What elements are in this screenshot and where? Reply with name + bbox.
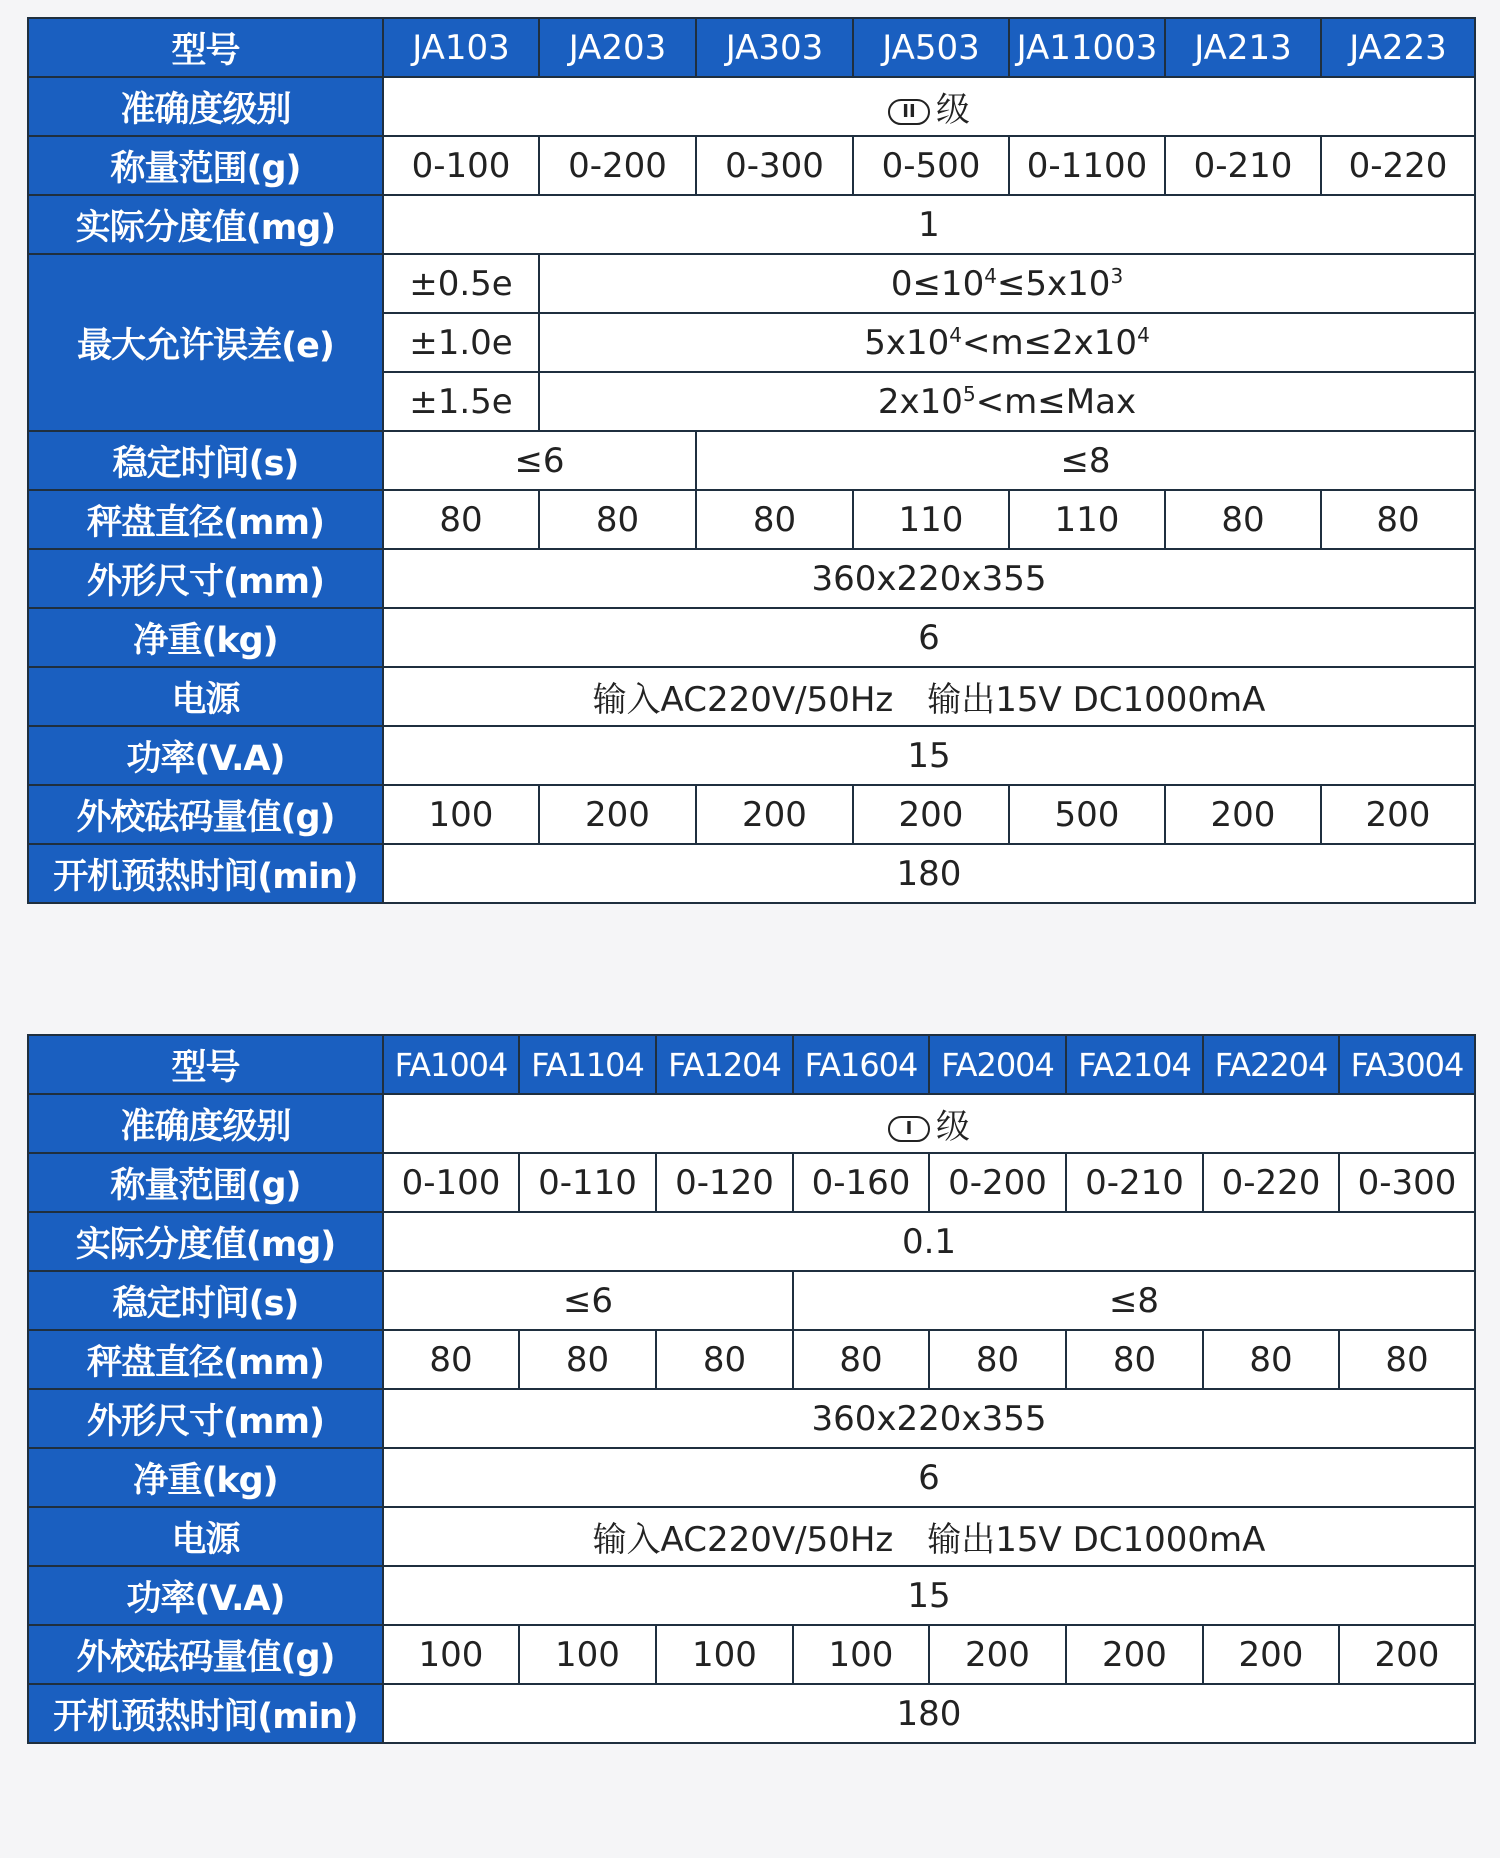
ja-range-cell: 0-200: [539, 136, 696, 195]
ja-model-cell: JA203: [539, 18, 696, 77]
cond-part: 5x10: [864, 322, 950, 363]
ja-model-cell: JA213: [1165, 18, 1321, 77]
ja-cal-cell: 200: [696, 785, 853, 844]
fa-range-cell: 0-200: [929, 1153, 1066, 1212]
fa-pan-cell: 80: [656, 1330, 793, 1389]
ja-cal-cell: 500: [1009, 785, 1165, 844]
ja-stable-b: ≤8: [696, 431, 1475, 490]
fa-warm-row: [28, 1684, 1475, 1743]
ja-error-e: ±0.5e: [383, 254, 539, 313]
ja-watt-row: [28, 726, 1475, 785]
row-label-range: 称量范围(g): [28, 136, 383, 195]
cond-exp: 4: [984, 263, 997, 288]
ja-pan-cell: 80: [383, 490, 539, 549]
fa-model-row: [28, 1035, 1475, 1094]
ja-size-row: [28, 549, 1475, 608]
fa-range-cell: 0-300: [1339, 1153, 1475, 1212]
row-label-accuracy: 准确度级别: [28, 77, 383, 136]
ja-stable-row: [28, 431, 1475, 490]
fa-cal-cell: 100: [519, 1625, 656, 1684]
ja-range-row: [28, 136, 1475, 195]
row-label-warm: 开机预热时间(min): [28, 844, 383, 903]
ja-error-condition: [539, 372, 1475, 431]
ja-stable-a: ≤6: [383, 431, 696, 490]
ja-pan-cell: 80: [1165, 490, 1321, 549]
fa-model-cell: FA2204: [1203, 1035, 1339, 1094]
ja-model-cell: JA303: [696, 18, 853, 77]
fa-stable-row: [28, 1271, 1475, 1330]
fa-cal-row: [28, 1625, 1475, 1684]
cond-part: <m≤2x10: [961, 322, 1138, 363]
fa-cal-cell: 100: [656, 1625, 793, 1684]
grade-II-icon: II: [888, 99, 930, 125]
fa-stable-a: ≤6: [383, 1271, 793, 1330]
accuracy-grade-text: 级: [936, 90, 970, 130]
fa-division-value: 0.1: [383, 1212, 1475, 1271]
fa-pan-cell: 80: [1203, 1330, 1339, 1389]
row-label-model: 型号: [28, 18, 383, 77]
ja-model-cell: JA223: [1321, 18, 1475, 77]
fa-pan-cell: 80: [519, 1330, 656, 1389]
fa-pan-cell: 80: [929, 1330, 1066, 1389]
fa-power-value: 输入AC220V/50Hz 输出15V DC1000mA: [383, 1507, 1475, 1566]
fa-pan-cell: 80: [1066, 1330, 1203, 1389]
row-label-range: 称量范围(g): [28, 1153, 383, 1212]
fa-range-cell: 0-220: [1203, 1153, 1339, 1212]
row-label-watt: 功率(V.A): [28, 1566, 383, 1625]
ja-model-cell: JA103: [383, 18, 539, 77]
fa-warm-value: 180: [383, 1684, 1475, 1743]
ja-division-value: 1: [383, 195, 1475, 254]
row-label-power: 电源: [28, 667, 383, 726]
ja-division-row: [28, 195, 1475, 254]
grade-I-icon: I: [888, 1116, 930, 1142]
ja-pan-cell: 110: [853, 490, 1009, 549]
fa-spec-table: [27, 1034, 1476, 1744]
ja-error-e: ±1.0e: [383, 313, 539, 372]
row-label-watt: 功率(V.A): [28, 726, 383, 785]
row-label-pan: 秤盘直径(mm): [28, 490, 383, 549]
fa-power-row: [28, 1507, 1475, 1566]
fa-weight-value: 6: [383, 1448, 1475, 1507]
row-label-power: 电源: [28, 1507, 383, 1566]
fa-cal-cell: 100: [793, 1625, 929, 1684]
fa-model-cell: FA1104: [519, 1035, 656, 1094]
cond-exp: 3: [1110, 263, 1124, 288]
fa-model-cell: FA3004: [1339, 1035, 1475, 1094]
ja-warm-value: 180: [383, 844, 1475, 903]
ja-error-e: ±1.5e: [383, 372, 539, 431]
ja-accuracy-row: [28, 77, 1475, 136]
ja-weight-value: 6: [383, 608, 1475, 667]
ja-pan-cell: 80: [1321, 490, 1475, 549]
fa-accuracy-row: [28, 1094, 1475, 1153]
fa-watt-value: 15: [383, 1566, 1475, 1625]
ja-cal-cell: 200: [1321, 785, 1475, 844]
fa-pan-row: [28, 1330, 1475, 1389]
fa-accuracy-value: [383, 1094, 1475, 1153]
ja-spec-table: [27, 17, 1476, 904]
fa-range-cell: 0-210: [1066, 1153, 1203, 1212]
ja-cal-cell: 200: [1165, 785, 1321, 844]
row-label-division: 实际分度值(mg): [28, 195, 383, 254]
fa-cal-cell: 200: [1339, 1625, 1475, 1684]
ja-watt-value: 15: [383, 726, 1475, 785]
row-label-error: 最大允许误差(e): [28, 254, 383, 431]
ja-cal-row: [28, 785, 1475, 844]
ja-pan-cell: 110: [1009, 490, 1165, 549]
ja-cal-cell: 200: [539, 785, 696, 844]
ja-range-cell: 0-1100: [1009, 136, 1165, 195]
ja-range-cell: 0-500: [853, 136, 1009, 195]
row-label-cal: 外校砝码量值(g): [28, 785, 383, 844]
fa-division-row: [28, 1212, 1475, 1271]
fa-range-cell: 0-110: [519, 1153, 656, 1212]
fa-stable-b: ≤8: [793, 1271, 1475, 1330]
fa-cal-cell: 200: [1066, 1625, 1203, 1684]
fa-range-row: [28, 1153, 1475, 1212]
row-label-weight: 净重(kg): [28, 1448, 383, 1507]
ja-power-row: [28, 667, 1475, 726]
fa-range-cell: 0-100: [383, 1153, 519, 1212]
row-label-warm: 开机预热时间(min): [28, 1684, 383, 1743]
ja-range-cell: 0-210: [1165, 136, 1321, 195]
ja-error-condition: [539, 254, 1475, 313]
cond-part: <m≤Max: [975, 381, 1137, 422]
cond-part: 0≤10: [890, 263, 985, 304]
row-label-stable: 稳定时间(s): [28, 431, 383, 490]
fa-size-row: [28, 1389, 1475, 1448]
cond-part: ≤5x10: [996, 263, 1111, 304]
fa-cal-cell: 200: [929, 1625, 1066, 1684]
fa-pan-cell: 80: [383, 1330, 519, 1389]
ja-pan-cell: 80: [539, 490, 696, 549]
ja-weight-row: [28, 608, 1475, 667]
ja-error-row: [28, 254, 1475, 313]
accuracy-grade-text: 级: [936, 1107, 970, 1147]
fa-model-cell: FA1204: [656, 1035, 793, 1094]
fa-pan-cell: 80: [1339, 1330, 1475, 1389]
fa-model-cell: FA2104: [1066, 1035, 1203, 1094]
fa-range-cell: 0-120: [656, 1153, 793, 1212]
fa-cal-cell: 100: [383, 1625, 519, 1684]
row-label-stable: 稳定时间(s): [28, 1271, 383, 1330]
ja-error-condition: [539, 313, 1475, 372]
ja-pan-row: [28, 490, 1475, 549]
ja-model-row: [28, 18, 1475, 77]
row-label-pan: 秤盘直径(mm): [28, 1330, 383, 1389]
fa-cal-cell: 200: [1203, 1625, 1339, 1684]
ja-range-cell: 0-100: [383, 136, 539, 195]
cond-part: 2x10: [877, 381, 963, 422]
ja-warm-row: [28, 844, 1475, 903]
row-label-accuracy: 准确度级别: [28, 1094, 383, 1153]
ja-cal-cell: 200: [853, 785, 1009, 844]
ja-range-cell: 0-300: [696, 136, 853, 195]
cond-exp: 4: [1137, 322, 1150, 347]
fa-model-cell: FA1004: [383, 1035, 519, 1094]
row-label-division: 实际分度值(mg): [28, 1212, 383, 1271]
fa-model-cell: FA1604: [793, 1035, 929, 1094]
ja-range-cell: 0-220: [1321, 136, 1475, 195]
row-label-size: 外形尺寸(mm): [28, 1389, 383, 1448]
ja-accuracy-value: [383, 77, 1475, 136]
ja-size-value: 360x220x355: [383, 549, 1475, 608]
fa-watt-row: [28, 1566, 1475, 1625]
fa-size-value: 360x220x355: [383, 1389, 1475, 1448]
cond-exp: 5: [962, 381, 976, 406]
fa-model-cell: FA2004: [929, 1035, 1066, 1094]
ja-cal-cell: 100: [383, 785, 539, 844]
ja-power-value: 输入AC220V/50Hz 输出15V DC1000mA: [383, 667, 1475, 726]
row-label-cal: 外校砝码量值(g): [28, 1625, 383, 1684]
ja-pan-cell: 80: [696, 490, 853, 549]
fa-weight-row: [28, 1448, 1475, 1507]
row-label-model: 型号: [28, 1035, 383, 1094]
row-label-weight: 净重(kg): [28, 608, 383, 667]
cond-exp: 4: [949, 322, 962, 347]
fa-range-cell: 0-160: [793, 1153, 929, 1212]
ja-model-cell: JA11003: [1009, 18, 1165, 77]
ja-model-cell: JA503: [853, 18, 1009, 77]
row-label-size: 外形尺寸(mm): [28, 549, 383, 608]
fa-pan-cell: 80: [793, 1330, 929, 1389]
